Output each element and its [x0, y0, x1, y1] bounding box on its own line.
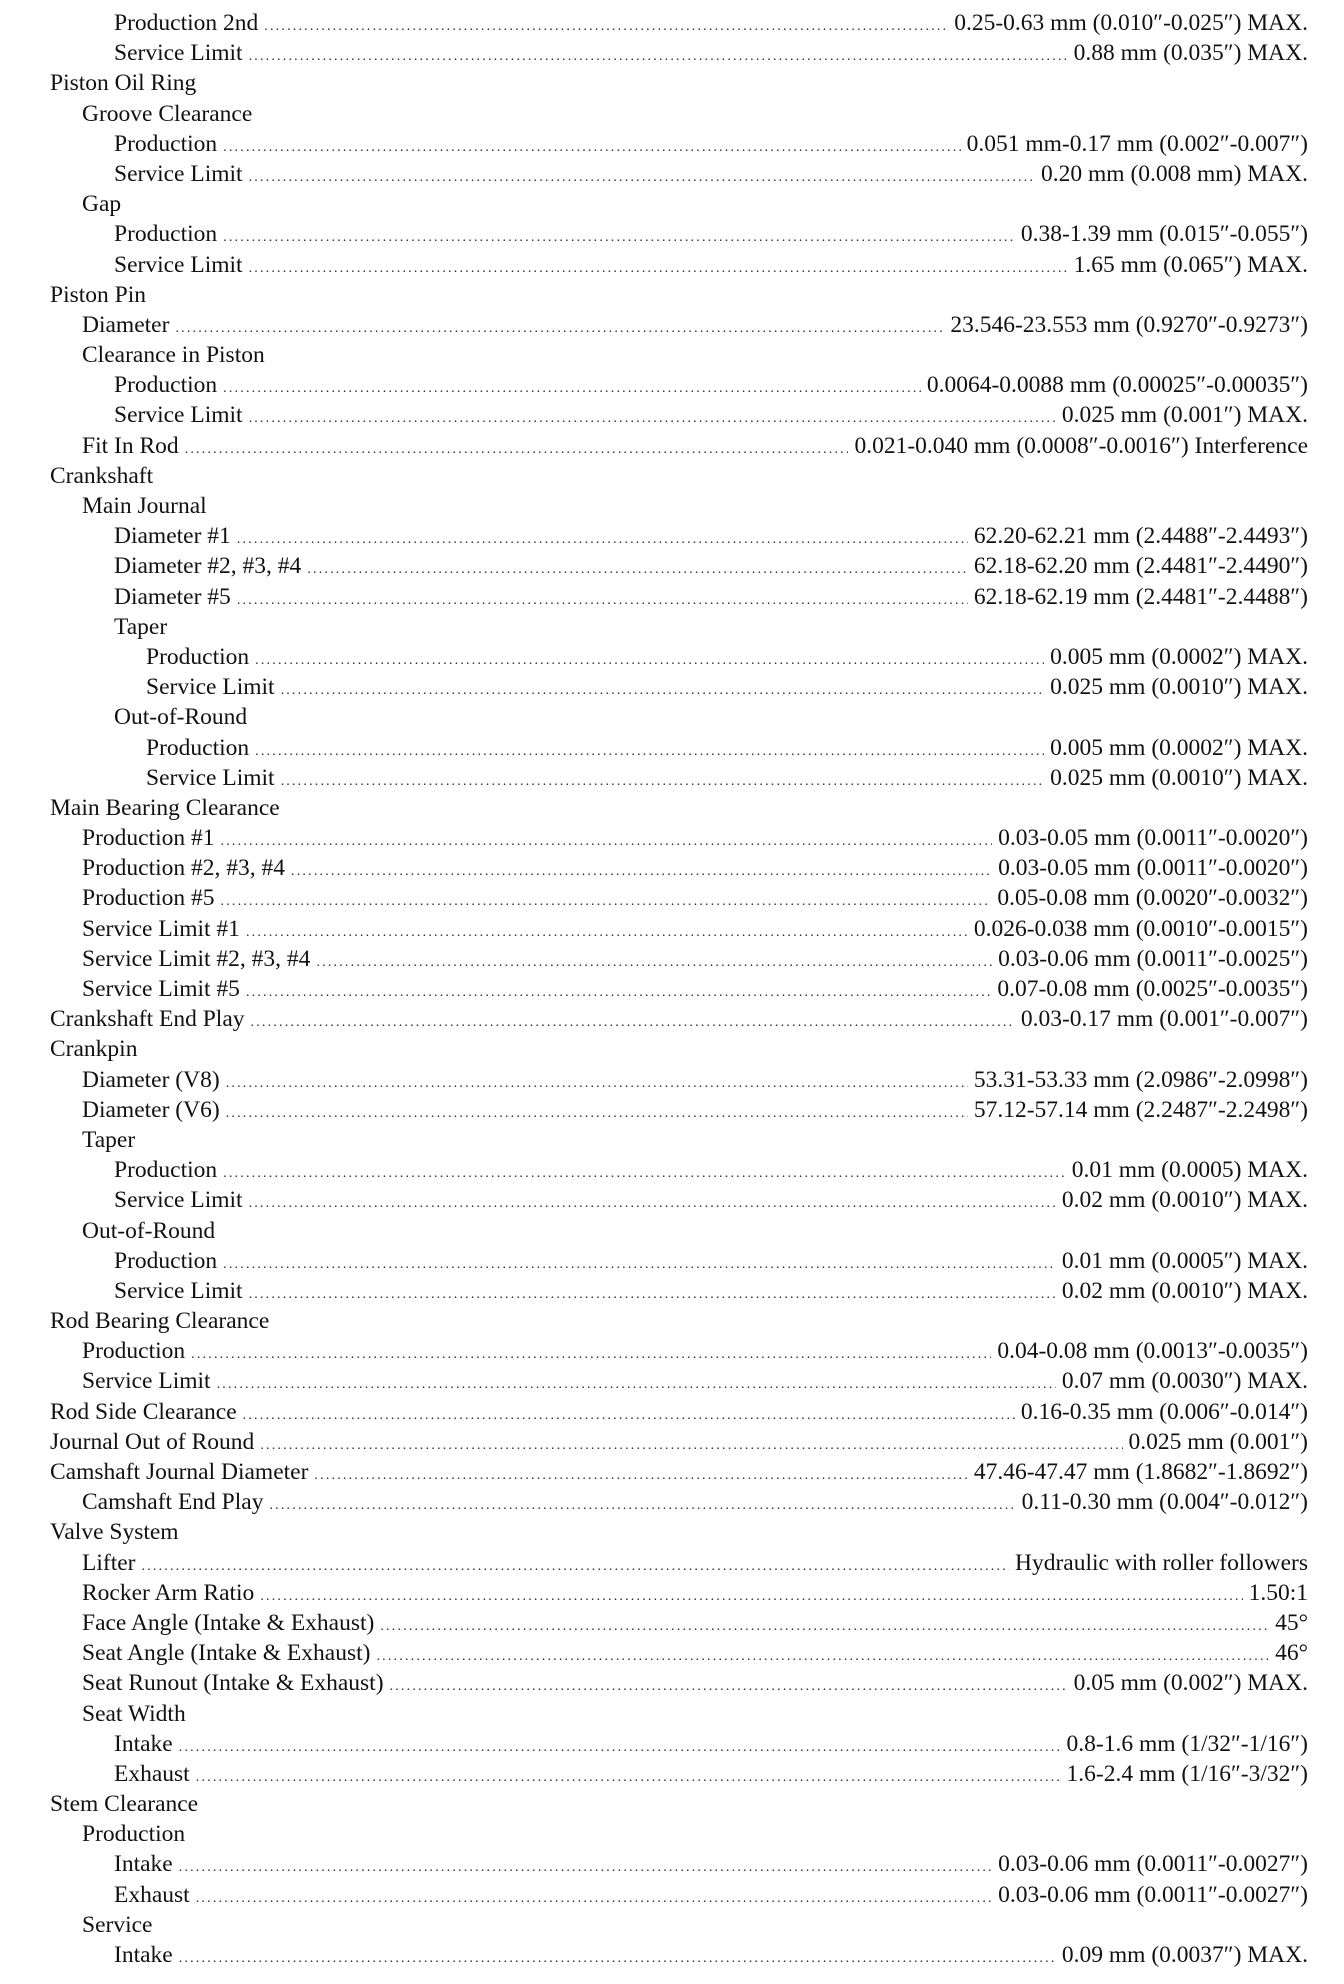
spec-value: 62.18-62.19 mm (2.4481″-2.4488″) [973, 583, 1308, 610]
spec-heading [50, 461, 1308, 491]
spec-value: 0.025 mm (0.0010″) MAX. [1050, 764, 1308, 791]
dot-leader [249, 1280, 1056, 1310]
spec-label: Lifter [82, 1549, 136, 1576]
spec-row [50, 883, 1308, 913]
spec-row [50, 129, 1308, 159]
spec-row [50, 642, 1308, 672]
dot-leader [175, 314, 944, 344]
section-heading: Crankpin [50, 1036, 138, 1063]
dot-leader [237, 525, 968, 555]
spec-value: 0.16-0.35 mm (0.006″-0.014″) [1020, 1398, 1308, 1425]
spec-label: Production #1 [82, 825, 215, 852]
spec-label: Service Limit [146, 674, 275, 701]
spec-row [50, 1155, 1308, 1185]
spec-row [50, 1397, 1308, 1427]
spec-row [50, 38, 1308, 68]
spec-value: 0.025 mm (0.001″) MAX. [1061, 402, 1308, 429]
spec-row [50, 1276, 1308, 1306]
spec-value: 0.051 mm-0.17 mm (0.002″-0.007″) [966, 130, 1308, 157]
spec-label: Service Limit [114, 160, 243, 187]
spec-row [50, 914, 1308, 944]
section-heading: Clearance in Piston [82, 342, 265, 369]
spec-label: Exhaust [114, 1881, 190, 1908]
spec-label: Service Limit [114, 1187, 243, 1214]
spec-label: Camshaft Journal Diameter [50, 1459, 309, 1485]
spec-value: 0.021-0.040 mm (0.0008″-0.0016″) Interference [854, 432, 1308, 459]
spec-label: Crankshaft End Play [50, 1006, 245, 1033]
section-heading: Main Journal [82, 493, 207, 519]
spec-row [50, 944, 1308, 974]
spec-heading [50, 793, 1308, 823]
spec-row [50, 431, 1308, 461]
spec-value: 0.05 mm (0.002″) MAX. [1073, 1670, 1308, 1697]
spec-value: 0.02 mm (0.0010″) MAX. [1061, 1187, 1308, 1214]
spec-row [50, 400, 1308, 430]
spec-label: Production [114, 1247, 218, 1274]
spec-heading [50, 189, 1308, 219]
spec-value: 0.20 mm (0.008 mm) MAX. [1041, 160, 1308, 187]
spec-value: 1.50:1 [1248, 1579, 1308, 1606]
dot-leader [390, 1672, 1068, 1702]
spec-label: Fit In Rod [82, 432, 179, 459]
spec-value: 0.025 mm (0.0010″) MAX. [1050, 674, 1308, 701]
dot-leader [255, 737, 1044, 767]
spec-row [50, 1759, 1308, 1789]
spec-value: 0.03-0.05 mm (0.0011″-0.0020″) [998, 825, 1308, 852]
dot-leader [196, 1884, 992, 1914]
spec-value: 53.31-53.33 mm (2.0986″-2.0998″) [973, 1066, 1308, 1093]
dot-leader [316, 948, 992, 978]
spec-label: Journal Out of Round [50, 1428, 255, 1455]
section-heading: Out-of-Round [114, 704, 248, 731]
dot-leader [246, 978, 991, 1008]
spec-label: Production [114, 130, 218, 157]
spec-row [50, 1487, 1308, 1517]
spec-heading [50, 280, 1308, 310]
spec-label: Service Limit #2, #3, #4 [82, 945, 311, 972]
spec-row [50, 733, 1308, 763]
dot-leader [281, 767, 1045, 797]
spec-value: 57.12-57.14 mm (2.2487″-2.2498″) [973, 1096, 1308, 1123]
spec-value: 0.04-0.08 mm (0.0013″-0.0035″) [997, 1338, 1308, 1365]
dot-leader [291, 857, 992, 887]
spec-row [50, 310, 1308, 340]
spec-value: 0.07 mm (0.0030″) MAX. [1061, 1368, 1308, 1395]
dot-leader [243, 1401, 1015, 1431]
spec-label: Service Limit [146, 764, 275, 791]
section-heading: Gap [82, 191, 122, 218]
spec-row [50, 1366, 1308, 1396]
spec-label: Production 2nd [114, 10, 259, 36]
dot-leader [249, 254, 1068, 284]
spec-row [50, 551, 1308, 581]
section-heading: Piston Oil Ring [50, 70, 197, 97]
spec-value: 0.03-0.06 mm (0.0011″-0.0025″) [998, 945, 1308, 972]
spec-heading [50, 1034, 1308, 1064]
spec-row [50, 159, 1308, 189]
spec-label: Intake [114, 1851, 173, 1878]
spec-label: Production [114, 372, 218, 399]
spec-row [50, 1548, 1308, 1578]
spec-value: 0.0064-0.0088 mm (0.00025″-0.00035″) [926, 372, 1308, 399]
dot-leader [226, 1069, 968, 1099]
spec-label: Seat Angle (Intake & Exhaust) [82, 1640, 371, 1667]
spec-label: Diameter #5 [114, 583, 231, 610]
dot-leader [249, 42, 1068, 72]
dot-leader [221, 887, 992, 917]
section-heading: Groove Clearance [82, 100, 253, 127]
dot-leader [221, 827, 993, 857]
section-heading: Taper [82, 1126, 136, 1153]
spec-value: 0.03-0.17 mm (0.001″-0.007″) [1020, 1006, 1308, 1033]
spec-row [50, 1668, 1308, 1698]
spec-row [50, 853, 1308, 883]
spec-label: Seat Runout (Intake & Exhaust) [82, 1670, 384, 1697]
spec-heading [50, 99, 1308, 129]
dot-leader [185, 435, 849, 465]
spec-label: Production [82, 1338, 186, 1365]
spec-value: 1.65 mm (0.065″) MAX. [1073, 251, 1308, 278]
section-heading: Taper [114, 613, 168, 640]
spec-row [50, 370, 1308, 400]
spec-value: 0.01 mm (0.0005) MAX. [1071, 1157, 1308, 1184]
dot-leader [237, 586, 968, 616]
dot-leader [223, 1250, 1056, 1280]
section-heading: Seat Width [82, 1700, 186, 1727]
spec-row [50, 521, 1308, 551]
spec-label: Service Limit [114, 251, 243, 278]
spec-label: Rod Side Clearance [50, 1398, 237, 1425]
spec-label: Intake [114, 1942, 173, 1968]
spec-value: 0.11-0.30 mm (0.004″-0.012″) [1021, 1489, 1308, 1516]
spec-row [50, 1336, 1308, 1366]
spec-row [50, 1608, 1308, 1638]
section-heading: Crankshaft [50, 462, 154, 489]
spec-label: Service Limit [114, 402, 243, 429]
spec-row [50, 8, 1308, 38]
spec-label: Production #5 [82, 885, 215, 912]
spec-label: Intake [114, 1730, 173, 1757]
spec-value: 0.8-1.6 mm (1/32″-1/16″) [1066, 1730, 1308, 1757]
spec-value: 0.07-0.08 mm (0.0025″-0.0035″) [997, 976, 1308, 1002]
spec-label: Diameter #2, #3, #4 [114, 553, 302, 580]
spec-row [50, 1004, 1308, 1034]
spec-label: Service Limit #5 [82, 976, 240, 1002]
spec-value: 0.005 mm (0.0002″) MAX. [1050, 643, 1308, 670]
spec-row [50, 1427, 1308, 1457]
spec-label: Service Limit [114, 40, 243, 67]
dot-leader [380, 1612, 1269, 1642]
spec-row [50, 1578, 1308, 1608]
dot-leader [307, 555, 968, 585]
spec-label: Rocker Arm Ratio [82, 1579, 255, 1606]
spec-label: Face Angle (Intake & Exhaust) [82, 1609, 375, 1636]
spec-value: 62.18-62.20 mm (2.4481″-2.4490″) [973, 553, 1308, 580]
spec-row [50, 672, 1308, 702]
spec-value: 0.025 mm (0.001″) [1128, 1428, 1308, 1455]
spec-label: Production [146, 643, 250, 670]
spec-value: 0.03-0.06 mm (0.0011″-0.0027″) [998, 1881, 1308, 1908]
dot-leader [223, 374, 921, 404]
spec-value: 45° [1275, 1609, 1308, 1636]
spec-value: 47.46-47.47 mm (1.8682″-1.8692″) [973, 1459, 1308, 1485]
dot-leader [260, 1582, 1242, 1612]
spec-heading [50, 1910, 1308, 1940]
spec-label: Service Limit [82, 1368, 211, 1395]
dot-leader [142, 1552, 1009, 1582]
spec-value: 0.01 mm (0.0005″) MAX. [1061, 1247, 1308, 1274]
dot-leader [223, 133, 960, 163]
spec-value: 0.03-0.05 mm (0.0011″-0.0020″) [998, 855, 1308, 882]
spec-heading [50, 1125, 1308, 1155]
dot-leader [314, 1461, 967, 1491]
spec-row [50, 1940, 1308, 1970]
dot-leader [223, 223, 1015, 253]
spec-value: 0.38-1.39 mm (0.015″-0.055″) [1020, 221, 1308, 248]
spec-label: Service Limit [114, 1277, 243, 1304]
spec-value: 0.02 mm (0.0010″) MAX. [1061, 1277, 1308, 1304]
dot-leader [255, 646, 1044, 676]
dot-leader [264, 12, 948, 42]
spec-label: Diameter (V8) [82, 1066, 220, 1093]
spec-row [50, 582, 1308, 612]
spec-row [50, 1457, 1308, 1487]
dot-leader [191, 1340, 991, 1370]
spec-value: 1.6-2.4 mm (1/16″-3/32″) [1066, 1760, 1308, 1787]
spec-label: Production #2, #3, #4 [82, 855, 286, 882]
dot-leader [249, 163, 1035, 193]
spec-label: Diameter (V6) [82, 1096, 220, 1123]
spec-value: 0.05-0.08 mm (0.0020″-0.0032″) [997, 885, 1308, 912]
spec-row [50, 763, 1308, 793]
spec-label: Camshaft End Play [82, 1489, 264, 1516]
spec-value: 0.09 mm (0.0037″) MAX. [1061, 1942, 1308, 1968]
dot-leader [223, 1159, 1066, 1189]
spec-value: 62.20-62.21 mm (2.4488″-2.4493″) [973, 523, 1308, 550]
spec-value: Hydraulic with roller followers [1014, 1549, 1308, 1576]
dot-leader [217, 1370, 1056, 1400]
spec-label: Service Limit #1 [82, 915, 240, 942]
section-heading: Piston Pin [50, 281, 146, 308]
section-heading: Production [82, 1821, 186, 1848]
spec-heading [50, 702, 1308, 732]
dot-leader [179, 1853, 992, 1883]
spec-heading [50, 1517, 1308, 1547]
dot-leader [281, 676, 1045, 706]
spec-heading [50, 491, 1308, 521]
spec-row [50, 219, 1308, 249]
spec-row [50, 1185, 1308, 1215]
dot-leader [249, 1189, 1056, 1219]
spec-heading [50, 1306, 1308, 1336]
dot-leader [196, 1763, 1061, 1793]
spec-value: 23.546-23.553 mm (0.9270″-0.9273″) [950, 311, 1308, 338]
spec-value: 0.026-0.038 mm (0.0010″-0.0015″) [973, 915, 1308, 942]
spec-row [50, 250, 1308, 280]
spec-label: Exhaust [114, 1760, 190, 1787]
spec-row [50, 1246, 1308, 1276]
section-heading: Out-of-Round [82, 1217, 216, 1244]
spec-label: Production [114, 221, 218, 248]
spec-label: Diameter #1 [114, 523, 231, 550]
spec-heading [50, 1789, 1308, 1819]
dot-leader [269, 1491, 1015, 1521]
spec-row [50, 974, 1308, 1004]
spec-row [50, 1095, 1308, 1125]
spec-heading [50, 1216, 1308, 1246]
spec-row [50, 1729, 1308, 1759]
dot-leader [179, 1733, 1061, 1763]
spec-row [50, 1880, 1308, 1910]
spec-heading [50, 1819, 1308, 1849]
spec-row [50, 823, 1308, 853]
section-heading: Rod Bearing Clearance [50, 1308, 270, 1335]
spec-heading [50, 1699, 1308, 1729]
spec-row [50, 1849, 1308, 1879]
spec-label: Production [146, 734, 250, 761]
spec-row [50, 1065, 1308, 1095]
section-heading: Valve System [50, 1519, 179, 1546]
dot-leader [226, 1099, 968, 1129]
spec-value: 0.03-0.06 mm (0.0011″-0.0027″) [998, 1851, 1308, 1878]
spec-label: Production [114, 1157, 218, 1184]
spec-value: 46° [1275, 1640, 1308, 1667]
spec-heading [50, 68, 1308, 98]
dot-leader [179, 1944, 1056, 1974]
spec-value: 0.005 mm (0.0002″) MAX. [1050, 734, 1308, 761]
section-heading: Stem Clearance [50, 1791, 199, 1818]
dot-leader [246, 918, 968, 948]
dot-leader [251, 1008, 1015, 1038]
spec-heading [50, 612, 1308, 642]
spec-value: 0.25-0.63 mm (0.010″-0.025″) MAX. [954, 10, 1308, 36]
spec-label: Diameter [82, 311, 170, 338]
section-heading: Main Bearing Clearance [50, 794, 280, 821]
spec-value: 0.88 mm (0.035″) MAX. [1073, 40, 1308, 67]
spec-heading [50, 340, 1308, 370]
spec-row [50, 1638, 1308, 1668]
section-heading: Service [82, 1911, 153, 1938]
